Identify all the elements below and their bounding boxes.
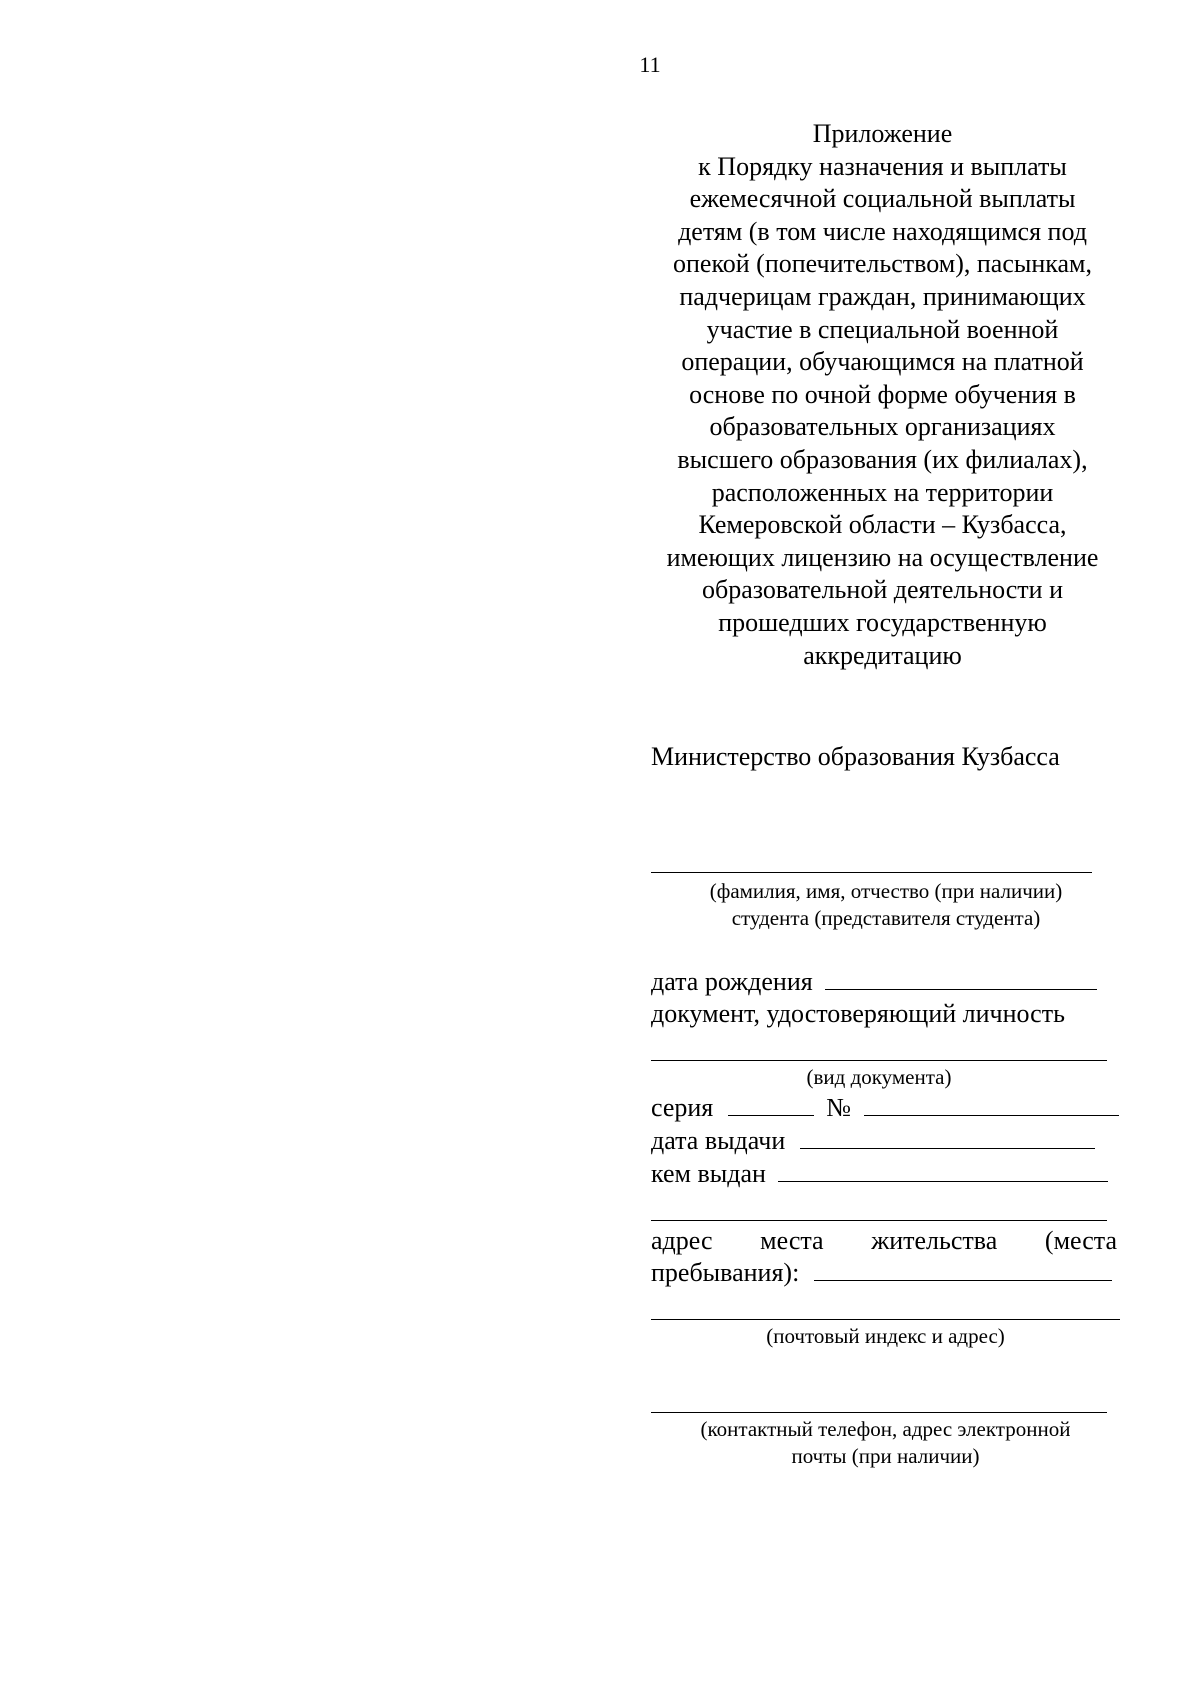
stay-row — [651, 1257, 1112, 1289]
issued-by-label: кем выдан — [651, 1159, 766, 1188]
address-field-line-2[interactable] — [651, 1319, 1120, 1320]
address-word: адрес — [651, 1226, 713, 1255]
address-word: жительства — [871, 1226, 998, 1255]
appendix-line: операции, обучающимся на платной — [681, 347, 1084, 377]
issue-date-field[interactable] — [800, 1126, 1095, 1149]
contact-caption-line: почты (при наличии) — [791, 1444, 980, 1468]
appendix-heading — [640, 118, 1125, 672]
appendix-line: участие в специальной военной — [706, 314, 1059, 344]
appendix-line: основе по очной форме обучения в — [689, 379, 1076, 409]
issue-date-label: дата выдачи — [651, 1126, 786, 1155]
doc-type-field-line[interactable] — [651, 1060, 1107, 1061]
postal-caption: (почтовый индекс и адрес) — [766, 1324, 1005, 1348]
contact-caption — [651, 1416, 1120, 1470]
contact-field-line[interactable] — [651, 1412, 1107, 1413]
appendix-line: опекой (попечительством), пасынкам, — [672, 249, 1092, 279]
appendix-line: детям (в том числе находящимся под — [678, 216, 1087, 246]
fio-caption — [651, 878, 1121, 932]
appendix-line: ежемесячной социальной выплаты — [689, 184, 1076, 214]
issue-date-row — [651, 1125, 1095, 1157]
series-field[interactable] — [728, 1093, 814, 1116]
stay-label: пребывания): — [651, 1258, 800, 1287]
address-word: (места — [1044, 1226, 1117, 1255]
appendix-line: к Порядку назначения и выплаты — [698, 151, 1067, 181]
number-field[interactable] — [864, 1093, 1119, 1116]
doc-type-caption: (вид документа) — [806, 1065, 952, 1089]
address-row — [651, 1225, 1117, 1257]
appendix-line: прошедших государственную — [718, 607, 1047, 637]
number-label: № — [826, 1093, 852, 1122]
issued-by-field[interactable] — [778, 1159, 1108, 1182]
appendix-line: образовательной деятельности и — [701, 575, 1063, 605]
series-label: серия — [651, 1093, 714, 1122]
contact-caption-line: (контактный телефон, адрес электронной — [700, 1417, 1071, 1441]
birth-date-label: дата рождения — [651, 967, 813, 996]
appendix-line: падчерицам граждан, принимающих — [679, 281, 1086, 311]
appendix-line: расположенных на территории — [711, 477, 1054, 507]
appendix-line: Приложение — [812, 119, 953, 148]
address-word: места — [760, 1226, 824, 1255]
addressee-ministry: Министерство образования Кузбасса — [651, 742, 1060, 771]
appendix-line: высшего образования (их филиалах), — [677, 444, 1088, 474]
appendix-line: образовательных организациях — [709, 412, 1056, 442]
series-number-row — [651, 1092, 1119, 1124]
issued-by-field-line-2[interactable] — [651, 1220, 1107, 1221]
fio-caption-line: (фамилия, имя, отчество (при наличии) — [709, 879, 1063, 903]
birth-date-field[interactable] — [825, 967, 1097, 990]
fio-caption-line: студента (представителя студента) — [731, 906, 1041, 930]
appendix-line: имеющих лицензию на осуществление — [666, 542, 1099, 572]
appendix-line: Кемеровской области – Кузбасса, — [698, 510, 1067, 540]
issued-by-row — [651, 1158, 1108, 1190]
address-field[interactable] — [814, 1258, 1112, 1281]
identity-doc-label: документ, удостоверяющий личность — [651, 999, 1065, 1028]
fio-field-line[interactable] — [651, 872, 1092, 873]
appendix-line: аккредитацию — [803, 640, 962, 670]
birth-date-row — [651, 966, 1097, 998]
page-number: 11 — [639, 52, 661, 77]
